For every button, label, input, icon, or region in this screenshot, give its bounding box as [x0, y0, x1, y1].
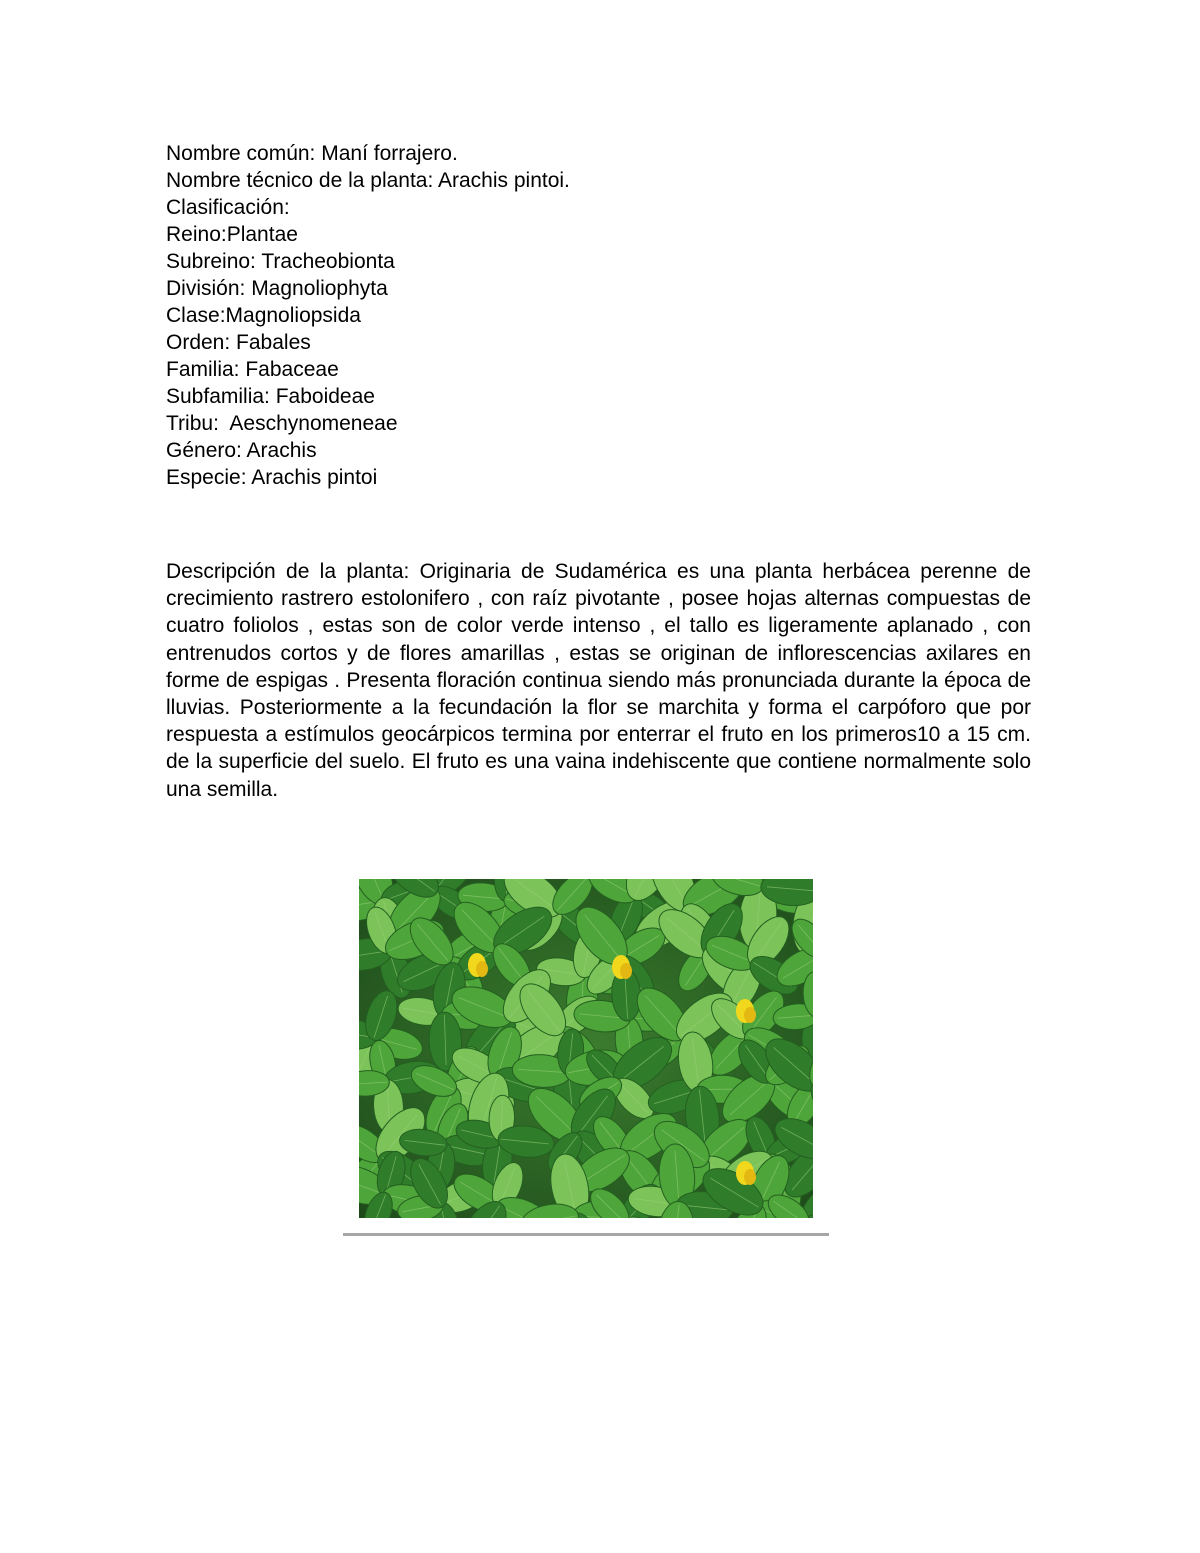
kingdom-line: Reino:Plantae: [166, 223, 298, 246]
class-line: Clase:Magnoliopsida: [166, 304, 361, 327]
division-line: División: Magnoliophyta: [166, 277, 388, 300]
order-line: Orden: Fabales: [166, 331, 311, 354]
image-underline-rule: [343, 1233, 829, 1236]
classification-heading: Clasificación:: [166, 196, 290, 219]
family-line: Familia: Fabaceae: [166, 358, 339, 381]
flower-petal: [620, 963, 632, 979]
common-name-line: Nombre común: Maní forrajero.: [166, 142, 458, 165]
subfamily-line: Subfamilia: Faboideae: [166, 385, 375, 408]
plant-photo: [359, 879, 813, 1218]
classification-block: [166, 140, 1046, 491]
plant-description-paragraph: Descripción de la planta: Originaria de Sudamérica es una planta herbácea perenne de crecimiento rastrero estolonifero , con raíz pivotante , posee hojas alternas compuestas de cuatro foliolos , estas son de color verde intenso , el tallo es ligeramente aplanado , con entrenudos cortos y de flores amarillas , estas se originan de inflorescencias axilares en forme de espigas . Presenta floración continua siendo más pronunciada durante la época de lluvias. Posteriormente a la fecundación la flor se marchita y forma el carpóforo que por respuesta a estímulos geocárpicos termina por enterrar el fruto en los primeros10 a 15 cm. de la superficie del suelo. El fruto es una vaina indehiscente que contiene normalmente solo una semilla.: [166, 560, 1031, 801]
genus-line: Género: Arachis: [166, 439, 317, 462]
technical-name-line: Nombre técnico de la planta: Arachis pintoi.: [166, 169, 570, 192]
tribe-line: Tribu: Aeschynomeneae: [166, 412, 398, 435]
flower-petal: [476, 961, 488, 977]
plant-photo-illustration: [359, 879, 813, 1218]
flower-petal: [744, 1169, 756, 1185]
subkingdom-line: Subreino: Tracheobionta: [166, 250, 395, 273]
species-line: Especie: Arachis pintoi: [166, 466, 378, 489]
flower-petal: [744, 1007, 756, 1023]
